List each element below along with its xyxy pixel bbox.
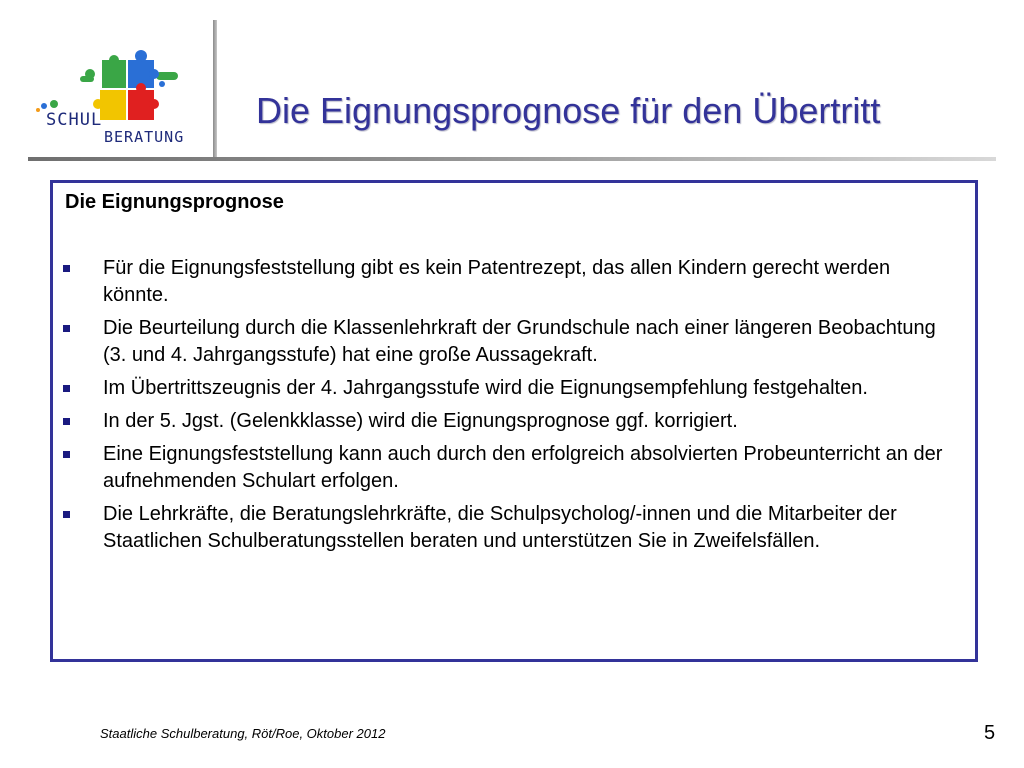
list-item [53,408,953,435]
header-horizontal-divider [28,157,996,161]
bullet-square-icon [63,265,70,272]
logo-text-beratung: BERATUNG [104,128,185,146]
bullet-text: Die Lehrkräfte, die Beratungslehrkräfte, die Schulpsycholog/-innen und die Mitarbeiter der Staatlichen Schulberatungsstellen beraten und unterstützen Sie in Zweifelsfällen. [103,503,897,552]
page-number: 5 [984,722,996,744]
slide-title: Die Eignungsprognose für den Übertritt [256,90,881,131]
bullet-square-icon [63,451,70,458]
bullet-text: Im Übertrittszeugnis der 4. Jahrgangsstufe wird die Eignungsempfehlung festgehalten. [103,377,868,399]
logo-text-schul: SCHUL [46,110,103,130]
footer-text: Staatliche Schulberatung, Röt/Roe, Oktober 2012 [100,726,386,741]
schulberatung-logo [34,44,204,154]
bullet-list [53,255,953,561]
content-box [50,180,978,662]
content-heading: Die Eignungsprognose [65,191,284,213]
bullet-square-icon [63,418,70,425]
list-item [53,441,953,495]
bullet-text: Eine Eignungsfeststellung kann auch durch den erfolgreich absolvierten Probeunterricht an der aufnehmenden Schulart erfolgen. [103,443,943,492]
bullet-text: Für die Eignungsfeststellung gibt es kein Patentrezept, das allen Kindern gerecht werden könnte. [103,257,891,306]
bullet-text: In der 5. Jgst. (Gelenkklasse) wird die Eignungsprognose ggf. korrigiert. [103,410,738,432]
header-vertical-divider [213,20,217,160]
bullet-square-icon [63,325,70,332]
list-item [53,315,953,369]
list-item [53,255,953,309]
bullet-square-icon [63,511,70,518]
list-item [53,375,953,402]
bullet-text: Die Beurteilung durch die Klassenlehrkraft der Grundschule nach einer längeren Beobachtung (3. und 4. Jahrgangsstufe) hat eine große Aussagekraft. [103,317,936,366]
bullet-square-icon [63,385,70,392]
list-item [53,501,953,555]
